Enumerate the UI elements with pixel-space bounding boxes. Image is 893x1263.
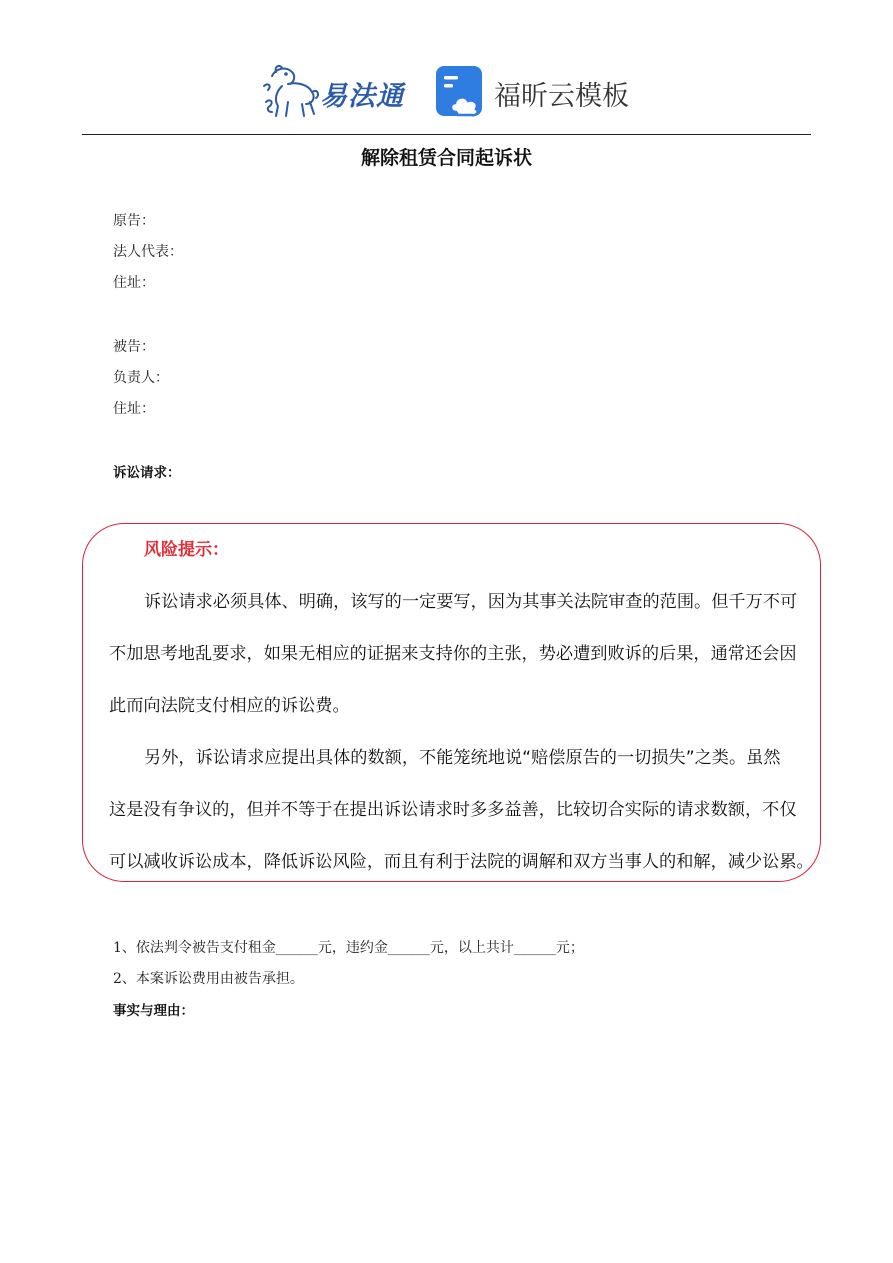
header-divider [82, 134, 811, 135]
plaintiff-address-label: 住址： [113, 275, 155, 291]
claims-heading: 诉讼请求： [113, 465, 181, 481]
risk-text-line: 此而向法院支付相应的诉讼费。 [109, 696, 350, 716]
defendant-label: 被告： [113, 339, 155, 355]
facts-heading: 事实与理由： [113, 1003, 194, 1019]
risk-text-line: 另外，诉讼请求应提出具体的数额，不能笼统地说“赔偿原告的一切损失”之类。虽然 [144, 748, 781, 768]
qilin-icon [262, 62, 322, 120]
header-logos [0, 60, 893, 124]
claim-item: 1、依法判令被告支付租金______元，违约金______元，以上共计______元； [113, 940, 584, 956]
defendant-address-label: 住址： [113, 401, 155, 417]
plaintiff-rep-label: 法人代表： [113, 244, 183, 260]
document-title: 解除租赁合同起诉状 [360, 147, 532, 169]
yifatong-wordmark: 易法通 [320, 81, 404, 112]
risk-text-line: 诉讼请求必须具体、明确，该写的一定要写，因为其事关法院审查的范围。但千万不可 [144, 592, 798, 612]
defendant-rep-label: 负责人： [113, 370, 169, 386]
claim-item: 2、本案诉讼费用由被告承担。 [113, 971, 304, 987]
yifatong-logo [262, 62, 412, 120]
fuxin-cloud-doc-icon [436, 66, 486, 118]
fuxin-wordmark: 福昕云模板 [494, 81, 629, 112]
risk-text-line: 这是没有争议的，但并不等于在提出诉讼请求时多多益善，比较切合实际的请求数额，不仅 [109, 800, 797, 820]
risk-notice-title: 风险提示： [144, 540, 229, 560]
fuxin-logo [436, 64, 636, 120]
plaintiff-label: 原告： [113, 213, 155, 229]
risk-text-line: 可以减收诉讼成本，降低诉讼风险，而且有利于法院的调解和双方当事人的和解，减少讼累。 [109, 852, 814, 872]
risk-text-line: 不加思考地乱要求，如果无相应的证据来支持你的主张，势必遭到败诉的后果，通常还会因 [109, 644, 797, 664]
